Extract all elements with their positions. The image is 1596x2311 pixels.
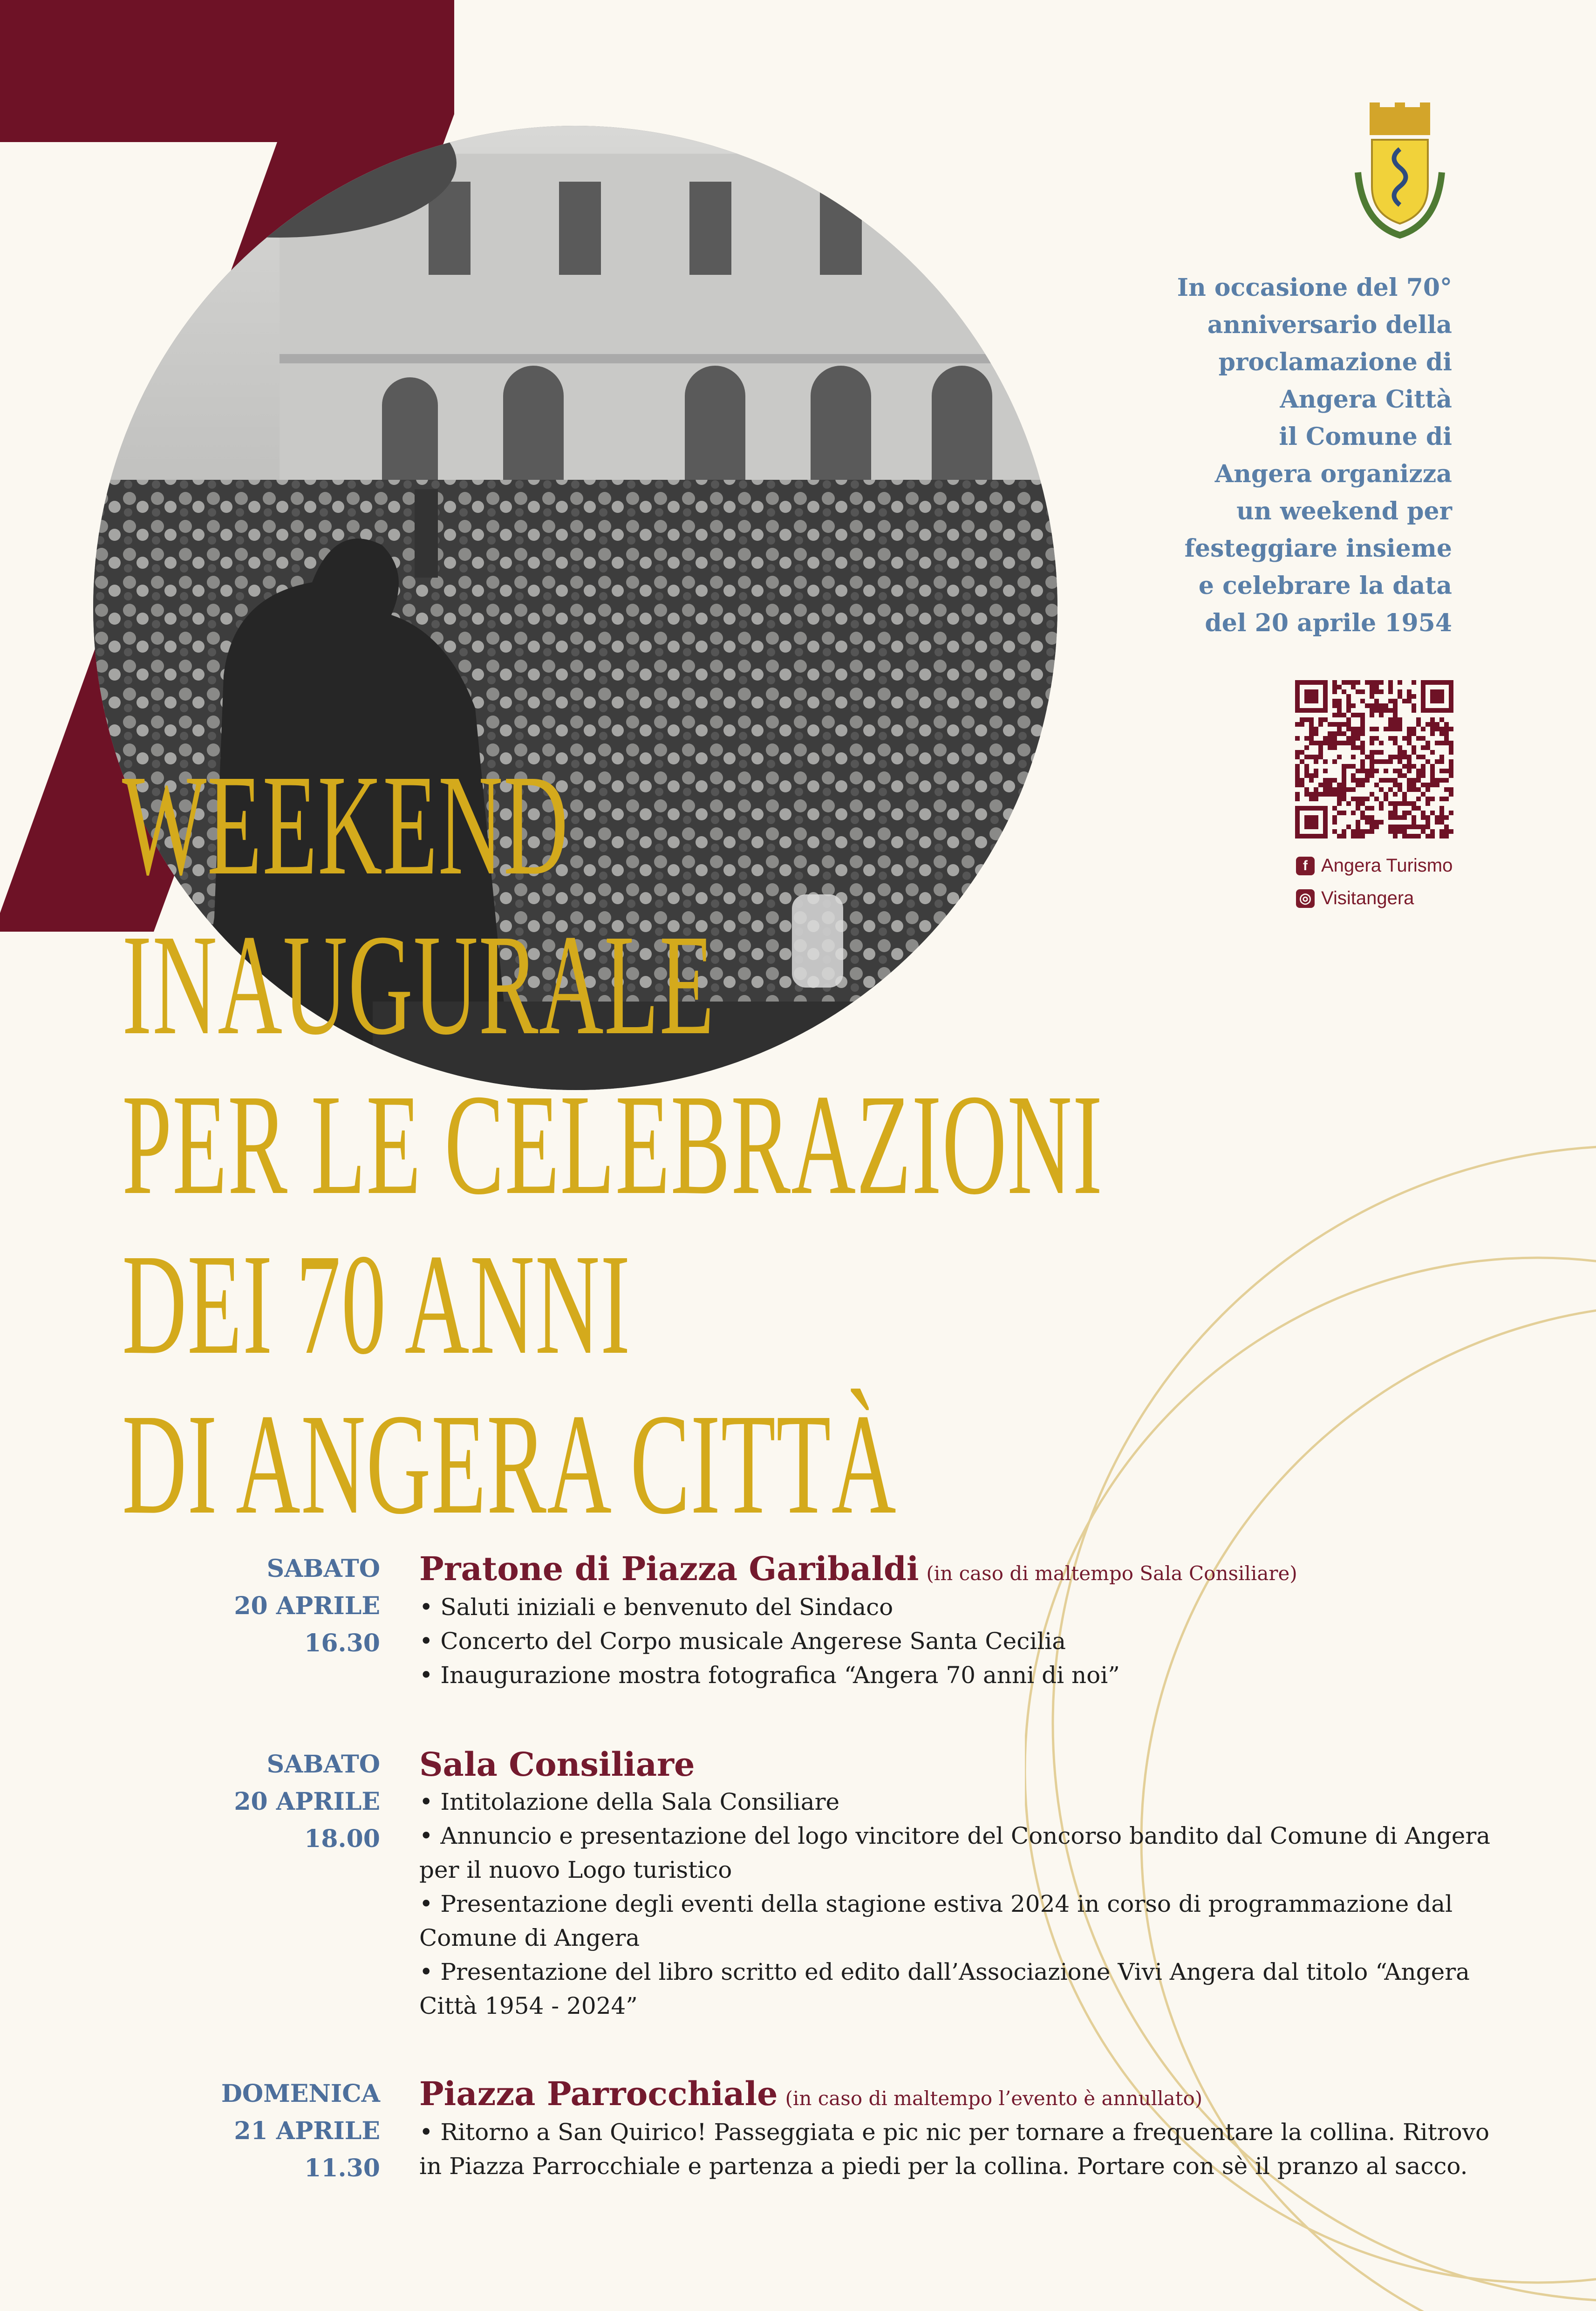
event-day: SABATO xyxy=(266,1554,380,1583)
intro-paragraph-2 xyxy=(1033,418,1452,642)
event-date-text: 21 APRILE xyxy=(234,2117,380,2145)
event-time: 11.30 xyxy=(304,2154,380,2182)
event-title: Pratone di Piazza Garibaldi xyxy=(419,1549,919,1588)
event-item: • Ritorno a San Quirico! Passeggiata e pic nic per tornare a frequentare la collina. Ritrovo in Piazza Parrocchiale e partenza a piedi per la collina. Portare con sè il pranzo al sacco. xyxy=(419,2119,1490,2180)
intro-line: Angera organizza xyxy=(1214,460,1452,488)
headline-line: PER LE CELEBRAZIONI xyxy=(122,1065,1103,1225)
event-date xyxy=(101,2075,380,2187)
intro-line: e celebrare la data xyxy=(1198,572,1452,600)
intro-line: festeggiare insieme xyxy=(1184,534,1452,563)
intro-line: In occasione del 70° xyxy=(1177,273,1452,302)
intro-line: il Comune di xyxy=(1279,423,1452,451)
event-time: 16.30 xyxy=(304,1629,380,1657)
event-date xyxy=(101,1550,380,1662)
event-item: • Concerto del Corpo musicale Angerese Santa Cecilia xyxy=(419,1628,1066,1655)
facebook-label: Angera Turismo xyxy=(1321,855,1453,876)
event-item: • Presentazione del libro scritto ed edito dall’Associazione Vivi Angera dal titolo “Angera Città 1954 - 2024” xyxy=(419,1958,1470,2019)
qr-code[interactable] xyxy=(1295,680,1453,839)
headline-line: DI ANGERA CITTÀ xyxy=(122,1384,897,1544)
instagram-icon: ◎ xyxy=(1296,889,1315,908)
intro-line: proclamazione di xyxy=(1218,348,1452,376)
event-body xyxy=(419,2075,1500,2183)
event-body xyxy=(419,1550,1500,1692)
event-title: Sala Consiliare xyxy=(419,1745,695,1784)
intro-line: un weekend per xyxy=(1236,497,1452,525)
instagram-label: Visitangera xyxy=(1321,888,1414,908)
event-item: • Annuncio e presentazione del logo vincitore del Concorso bandito dal Comune di Angera per il nuovo Logo turistico xyxy=(419,1822,1491,1883)
intro-text xyxy=(1033,269,1452,642)
event-time: 18.00 xyxy=(304,1825,380,1853)
event-title: Piazza Parrocchiale xyxy=(419,2074,778,2113)
headline xyxy=(122,745,1103,1544)
headline-line: INAUGURALE xyxy=(122,905,715,1065)
facebook-icon: f xyxy=(1296,857,1315,875)
event-item: • Presentazione degli eventi della stagione estiva 2024 in corso di programmazione dal Comune di Angera xyxy=(419,1890,1453,1951)
intro-line: anniversario della xyxy=(1207,311,1452,339)
event-date-text: 20 APRILE xyxy=(234,1787,380,1816)
intro-line: Angera Città xyxy=(1280,385,1452,414)
event-date xyxy=(101,1746,380,1858)
event-item: • Saluti iniziali e benvenuto del Sindaco xyxy=(419,1594,893,1621)
event-item: • Intitolazione della Sala Consiliare xyxy=(419,1788,840,1815)
intro-paragraph-1 xyxy=(1033,269,1452,418)
event-note: (in caso di maltempo l’evento è annullato) xyxy=(785,2087,1203,2110)
facebook-link[interactable] xyxy=(1296,855,1453,876)
instagram-link[interactable] xyxy=(1296,888,1414,909)
headline-line: WEEKEND xyxy=(122,745,569,905)
event-note: (in caso di maltempo Sala Consiliare) xyxy=(926,1562,1297,1585)
headline-line: DEI 70 ANNI xyxy=(122,1225,631,1384)
event-date-text: 20 APRILE xyxy=(234,1592,380,1620)
intro-line: del 20 aprile 1954 xyxy=(1205,609,1452,637)
event-day: DOMENICA xyxy=(221,2079,380,2108)
event-item: • Inaugurazione mostra fotografica “Angera 70 anni di noi” xyxy=(419,1662,1120,1689)
coat-of-arms-icon xyxy=(1349,102,1451,242)
event-day: SABATO xyxy=(266,1750,380,1779)
event-body xyxy=(419,1746,1500,2023)
